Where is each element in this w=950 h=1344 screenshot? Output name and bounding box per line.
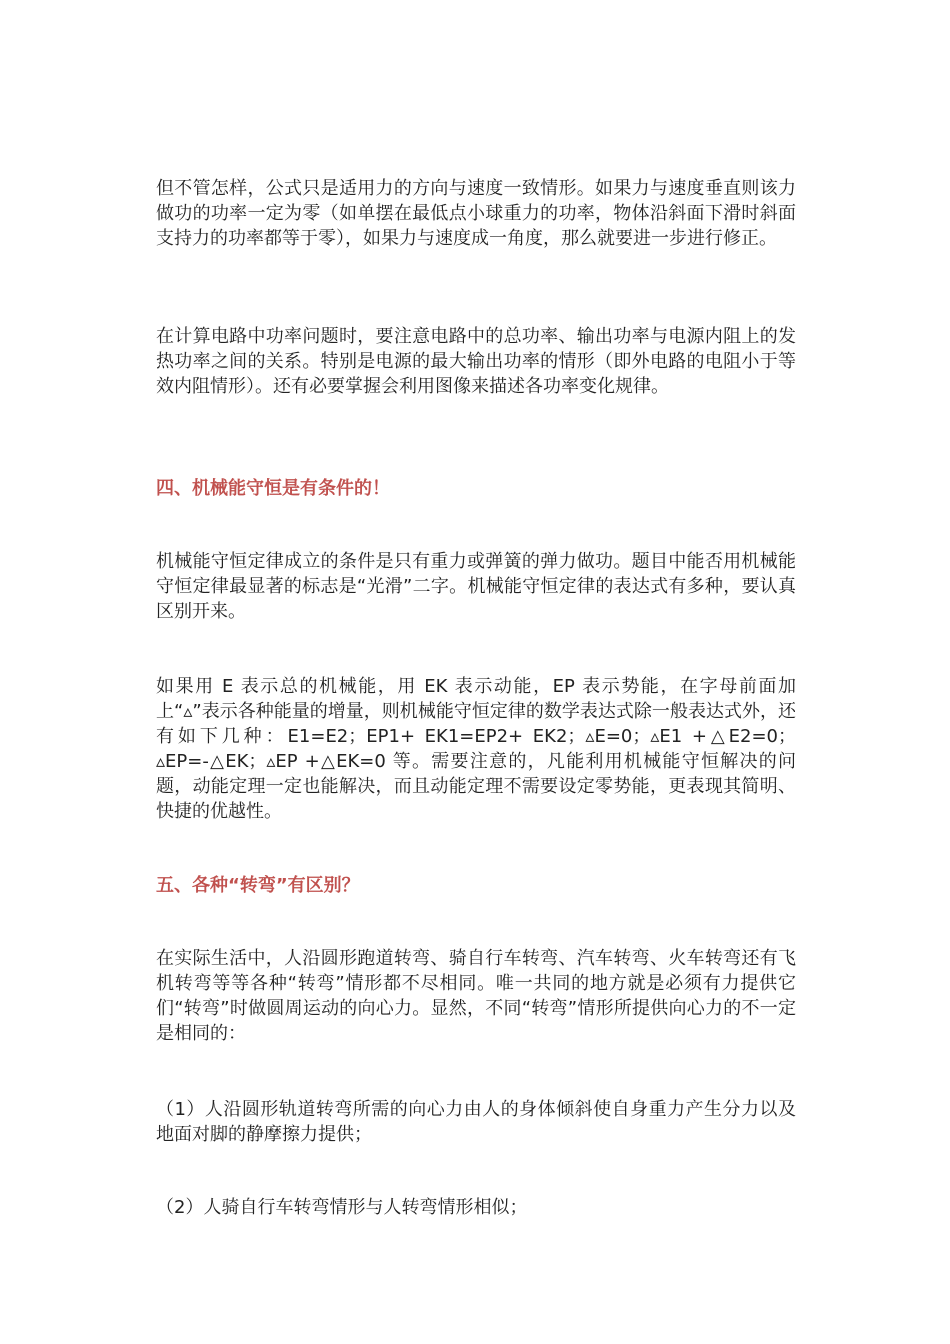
paragraph-conservation-expressions: 如果用 E 表示总的机械能，用 EK 表示动能，EP 表示势能，在字母前面加上“▵”表示各种能量的增量，则机械能守恒定律的数学表达式除一般表达式外，还有如下几种：E1=E2；EP1+ EK1=EP2+ EK2；▵E=0；▵E1 +△E2=0；▵EP=-△EK；▵EP +△EK=0 等。需要注意的，凡能利用机械能守恒解决的问题，动能定理一定也能解决，而且动能定理不需要设定零势能，更表现其简明、快捷的优越性。: [156, 676, 796, 822]
paragraph-turning-item-2: （2）人骑自行车转弯情形与人转弯情形相似；: [156, 1197, 528, 1218]
paragraph-conservation-condition: 机械能守恒定律成立的条件是只有重力或弹簧的弹力做功。题目中能否用机械能守恒定律最显著的标志是“光滑”二字。机械能守恒定律的表达式有多种，要认真区别开来。: [156, 551, 796, 622]
paragraph-turning-intro: 在实际生活中，人沿圆形跑道转弯、骑自行车转弯、汽车转弯、火车转弯还有飞机转弯等等各种“转弯”情形都不尽相同。唯一共同的地方就是必须有力提供它们“转弯”时做圆周运动的向心力。显然，不同“转弯”情形所提供向心力的不一定是相同的：: [156, 948, 796, 1044]
paragraph-turning-item-1: （1）人沿圆形轨道转弯所需的向心力由人的身体倾斜使自身重力产生分力以及地面对脚的静摩擦力提供；: [156, 1099, 796, 1145]
heading-turning: 五、各种“转弯”有区别？: [156, 875, 360, 896]
paragraph-circuit-power: 在计算电路中功率问题时，要注意电路中的总功率、输出功率与电源内阻上的发热功率之间的关系。特别是电源的最大输出功率的情形（即外电路的电阻小于等效内阻情形）。还有必要掌握会利用图像来描述各功率变化规律。: [156, 326, 796, 397]
paragraph-power-direction: 但不管怎样，公式只是适用力的方向与速度一致情形。如果力与速度垂直则该力做功的功率一定为零（如单摆在最低点小球重力的功率，物体沿斜面下滑时斜面支持力的功率都等于零），如果力与速度成一角度，那么就要进一步进行修正。: [156, 178, 796, 249]
heading-mechanical-energy: 四、机械能守恒是有条件的！: [156, 478, 390, 499]
